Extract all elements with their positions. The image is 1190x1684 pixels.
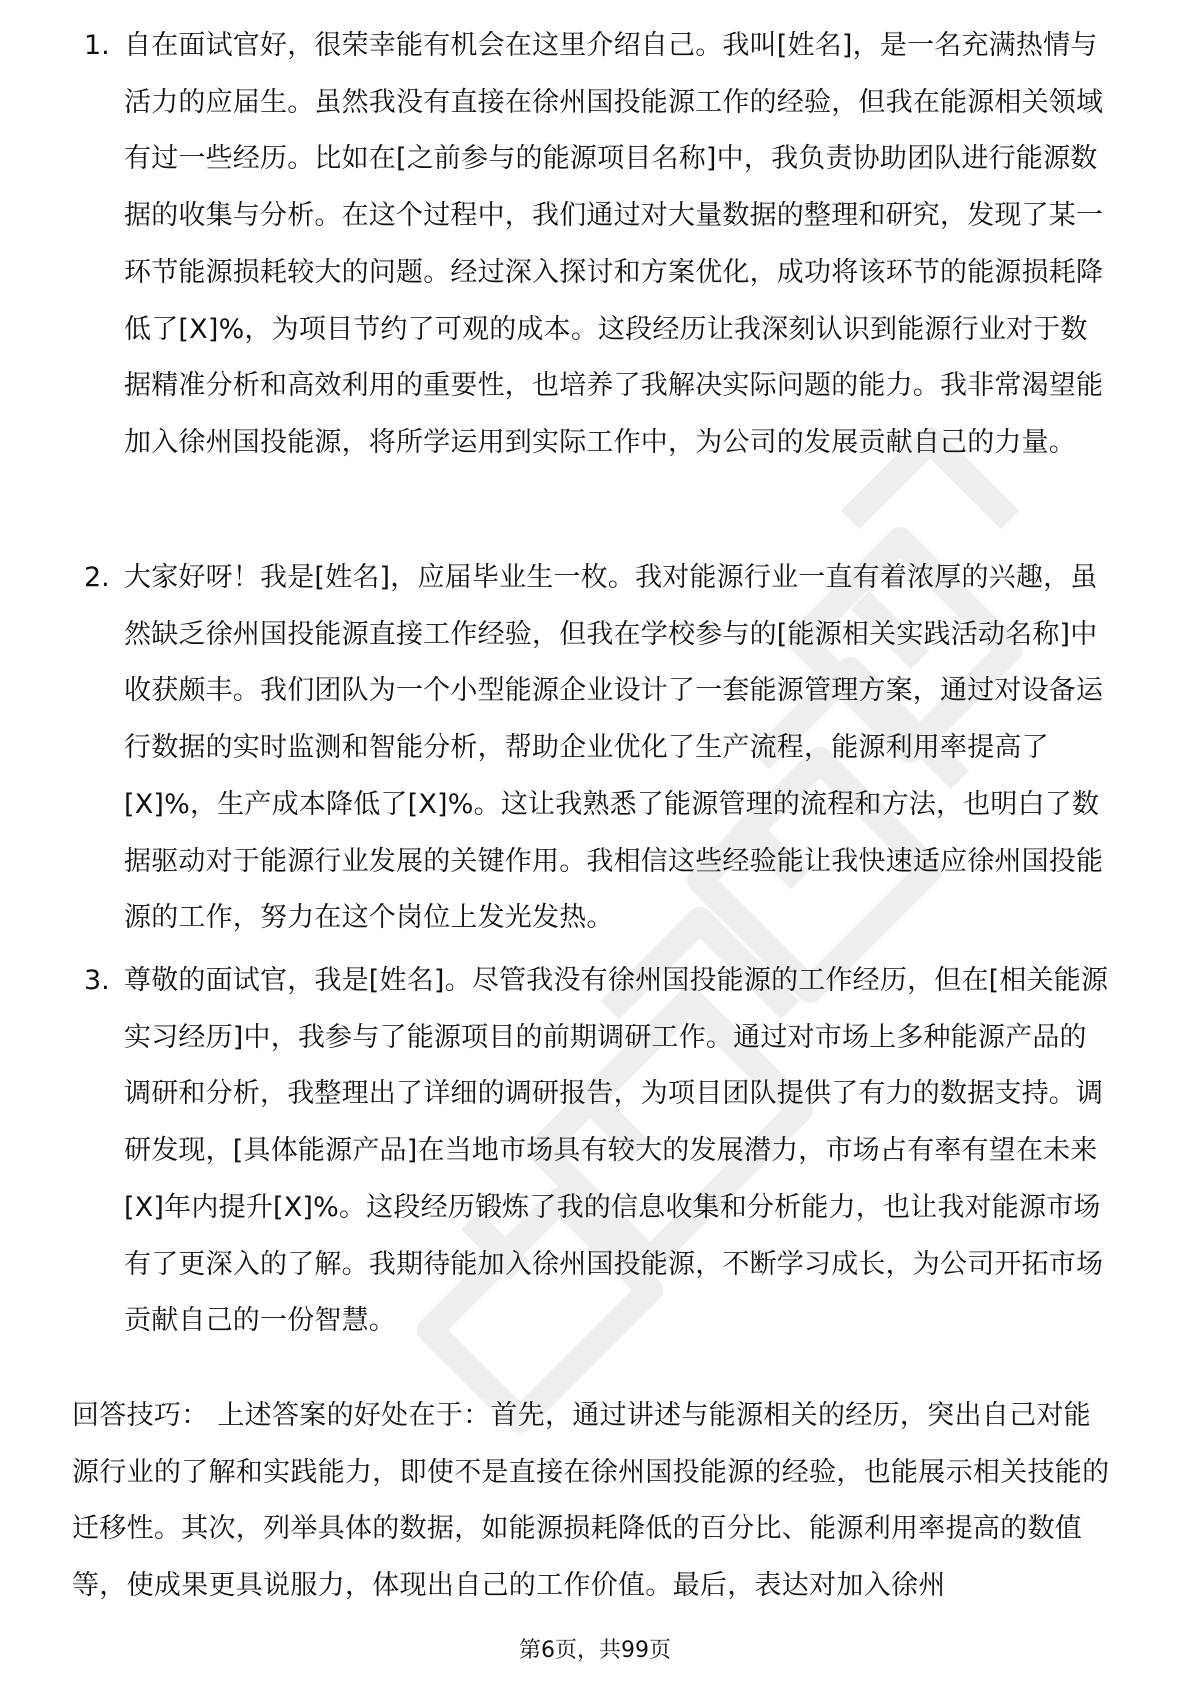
list-item-number: 3.	[84, 965, 110, 996]
list-item-text: 尊敬的面试官，我是[姓名]。尽管我没有徐州国投能源的工作经历，但在[相关能源实习经历]中，我参与了能源项目的前期调研工作。通过对市场上多种能源产品的调研和分析，我整理出了详细的调研报告，为项目团队提供了有力的数据支持。调研发现，[具体能源产品]在当地市场具有较大的发展潜力，市场占有率有望在未来[X]年内提升[X]%。这段经历锻炼了我的信息收集和分析能力，也让我对能源市场有了更深入的了解。我期待能加入徐州国投能源，不断学习成长，为公司开拓市场贡献自己的一份智慧。	[124, 965, 1109, 1337]
list-item-number: 2.	[84, 562, 110, 593]
answer-tips-paragraph: 回答技巧： 上述答案的好处在于：首先，通过讲述与能源相关的经历，突出自己对能源行业的了解和实践能力，即使不是直接在徐州国投能源的经验，也能展示相关技能的迁移性。其次，列举具体的数据，如能源损耗降低的百分比、能源利用率提高的数值等，使成果更具说服力，体现出自己的工作价值。最后，表达对加入徐州	[72, 1400, 1110, 1601]
page-number: 第6页，共99页	[519, 1638, 671, 1663]
list-item-text: 大家好呀！我是[姓名]，应届毕业生一枚。我对能源行业一直有着浓厚的兴趣，虽然缺乏徐州国投能源直接工作经验，但我在学校参与的[能源相关实践活动名称]中收获颇丰。我们团队为一个小型能源企业设计了一套能源管理方案，通过对设备运行数据的实时监测和智能分析，帮助企业优化了生产流程，能源利用率提高了[X]%，生产成本降低了[X]%。这让我熟悉了能源管理的流程和方法，也明白了数据驱动对于能源行业发展的关键作用。我相信这些经验能让我快速适应徐州国投能源的工作，努力在这个岗位上发光发热。	[124, 562, 1104, 934]
list-item-number: 1.	[84, 30, 110, 61]
list-item-text: 自在面试官好，很荣幸能有机会在这里介绍自己。我叫[姓名]，是一名充满热情与活力的应届生。虽然我没有直接在徐州国投能源工作的经验，但我在能源相关领域有过一些经历。比如在[之前参与的能源项目名称]中，我负责协助团队进行能源数据的收集与分析。在这个过程中，我们通过对大量数据的整理和研究，发现了某一环节能源损耗较大的问题。经过深入探讨和方案优化，成功将该环节的能源损耗降低了[X]%，为项目节约了可观的成本。这段经历让我深刻认识到能源行业对于数据精准分析和高效利用的重要性，也培养了我解决实际问题的能力。我非常渴望能加入徐州国投能源，将所学运用到实际工作中，为公司的发展贡献自己的力量。	[124, 30, 1104, 458]
